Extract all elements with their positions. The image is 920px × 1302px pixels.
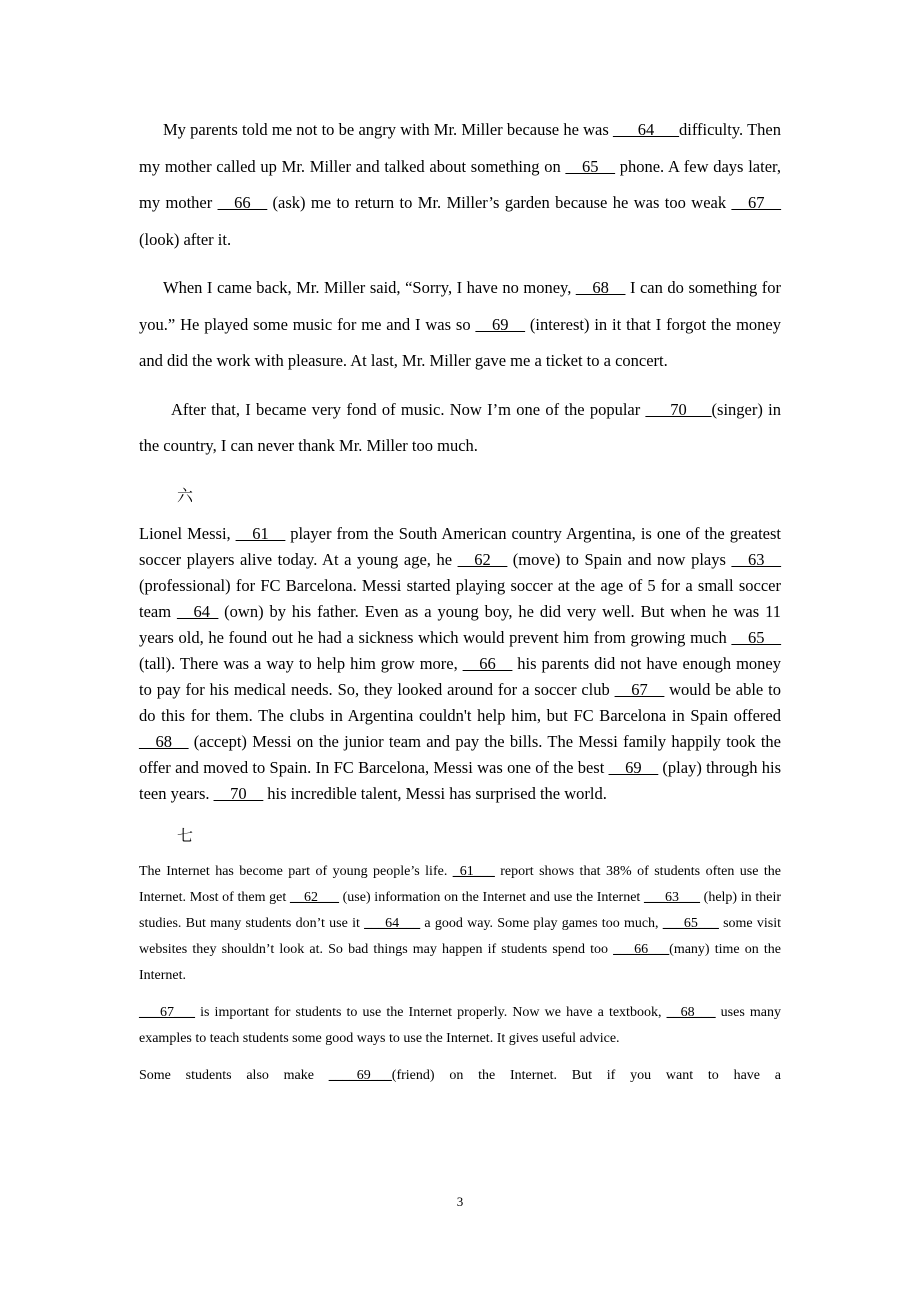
paragraph-miller-1 <box>139 112 781 258</box>
text: Some students also make <box>139 1067 329 1083</box>
paragraph-internet-2 <box>139 1000 781 1052</box>
text: (professional) for FC Barcelona. Messi started playing soccer at the age of 5 for a small soccer team <box>139 575 781 621</box>
text: (move) to Spain and now plays <box>507 549 732 569</box>
blank-65[interactable]: ___65___ <box>662 915 719 931</box>
text: After that, I became very fond of music. Now I’m one of the popular <box>171 399 646 419</box>
text: player from the South American country Argentina, is one of the greatest soccer players alive today. At a young age, he <box>139 523 781 569</box>
text: (look) after it. <box>139 229 232 249</box>
blank-70[interactable]: ___70___ <box>645 399 712 419</box>
blank-64[interactable]: ___64___ <box>364 915 421 931</box>
blank-67[interactable]: __67__ <box>614 679 665 699</box>
blank-61[interactable]: _61___ <box>452 863 495 879</box>
text: his incredible talent, Messi has surprised the world. <box>263 783 607 803</box>
blank-69[interactable]: __69__ <box>475 314 525 334</box>
blank-66[interactable]: __66__ <box>462 653 513 673</box>
text: report shows that 38% of students often use the Internet. Most of them get <box>139 863 781 905</box>
blank-64[interactable]: ___64___ <box>613 120 679 139</box>
text: (help) in their studies. But many students don’t use it <box>139 889 781 931</box>
text: is important for students to use the Internet properly. Now we have a textbook, <box>195 1004 667 1020</box>
text: (tall). There was a way to help him grow more, <box>139 653 463 673</box>
text: phone. A few days later, my mother <box>139 156 781 212</box>
text: I can do something for you.” He played some music for me and I was so <box>139 278 781 334</box>
paragraph-miller-3 <box>139 392 781 465</box>
paragraph-messi <box>139 521 781 807</box>
blank-68[interactable]: __68__ <box>139 731 189 751</box>
section-heading-six: 六 <box>177 485 194 505</box>
text: When I came back, Mr. Miller said, “Sorry, I have no money, <box>163 278 576 297</box>
blank-61[interactable]: __61__ <box>235 523 286 543</box>
paragraph-miller-2 <box>139 270 781 380</box>
text: The Internet has become part of young people’s life. <box>139 863 453 879</box>
blank-63[interactable]: __63__ <box>731 549 781 569</box>
blank-64[interactable]: __64_ <box>177 601 219 621</box>
blank-65[interactable]: __65__ <box>565 156 615 176</box>
text: uses many examples to teach students some good ways to use the Internet. It gives useful advice. <box>139 1004 782 1046</box>
text: would be able to do this for them. The clubs in Argentina couldn't help him, but FC Barcelona in Spain offered <box>139 679 781 725</box>
blank-69[interactable]: __69__ <box>608 757 659 777</box>
text: (interest) in it that I forgot the money and did the work with pleasure. At last, Mr. Miller gave me a ticket to a concert. <box>139 314 781 370</box>
text: (accept) Messi on the junior team and pay the bills. The Messi family happily took the offer and moved to Spain. In FC Barcelona, Messi was one of the best <box>139 731 781 777</box>
section-heading-seven: 七 <box>177 825 194 845</box>
blank-62[interactable]: __62___ <box>289 889 339 905</box>
paragraph-internet-1 <box>139 859 781 989</box>
page-number: 3 <box>456 1194 464 1209</box>
text: (friend) on the Internet. But if you want to have a <box>391 1067 781 1083</box>
text: (ask) me to return to Mr. Miller’s garden because he was too weak <box>267 193 732 212</box>
text: My parents told me not to be angry with Mr. Miller because he was <box>163 120 613 139</box>
text: some visit websites they shouldn’t look at. So bad things may happen if students spend too <box>139 915 781 957</box>
blank-68[interactable]: __68__ <box>575 278 626 297</box>
text: (use) information on the Internet and use the Internet <box>338 889 644 905</box>
text: (own) by his father. Even as a young boy, he did very well. But when he was 11 years old, he found out he had a sickness which would prevent him from growing much <box>139 601 781 647</box>
text: (play) through his teen years. <box>139 757 782 803</box>
text: his parents did not have enough money to pay for his medical needs. So, they looked around for a soccer club <box>139 653 781 699</box>
blank-66[interactable]: ___66___ <box>613 941 670 957</box>
text: (many) time on the Internet. <box>139 941 781 983</box>
blank-65[interactable]: __65__ <box>731 627 781 647</box>
blank-67[interactable]: __67__ <box>731 193 781 212</box>
blank-63[interactable]: ___63___ <box>643 889 700 905</box>
text: difficulty. Then my mother called up Mr. Miller and talked about something on <box>139 120 781 176</box>
blank-68[interactable]: __68___ <box>666 1004 716 1020</box>
blank-62[interactable]: __62__ <box>457 549 508 569</box>
blank-67[interactable]: ___67___ <box>139 1004 195 1020</box>
text: (singer) in the country, I can never thank Mr. Miller too much. <box>139 399 781 455</box>
blank-69[interactable]: ____69___ <box>328 1067 392 1083</box>
blank-70[interactable]: __70__ <box>213 783 264 803</box>
blank-66[interactable]: __66__ <box>217 193 268 212</box>
text: Lionel Messi, <box>139 523 236 543</box>
paragraph-internet-3 <box>139 1063 781 1089</box>
document-page <box>139 112 781 1089</box>
text: a good way. Some play games too much, <box>420 915 663 931</box>
